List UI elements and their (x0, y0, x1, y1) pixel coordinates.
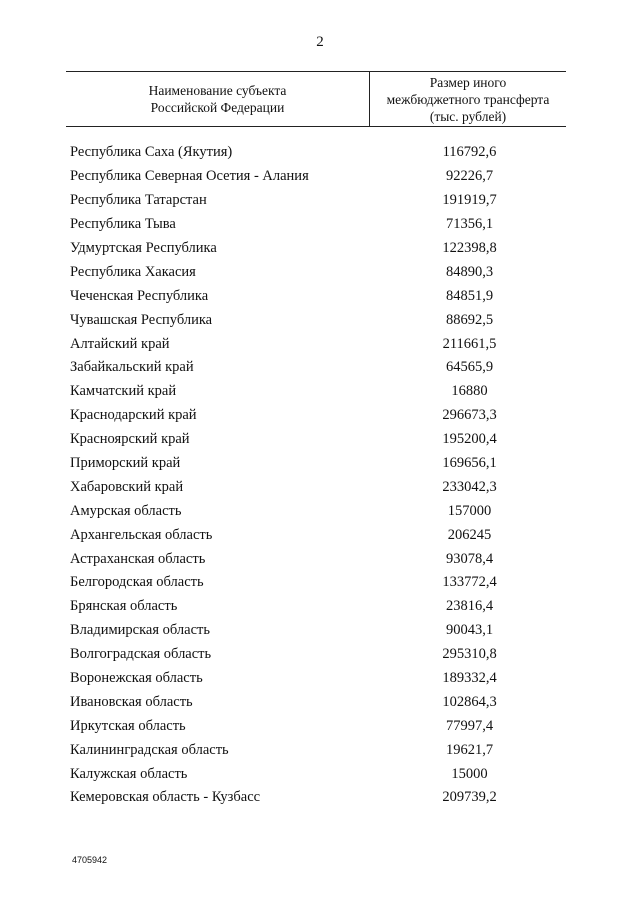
header-transfer-amount (370, 72, 566, 126)
transfer-amount: 233042,3 (442, 478, 497, 495)
table-row (66, 404, 566, 428)
transfer-amount: 209739,2 (442, 789, 497, 806)
transfer-amount: 133772,4 (442, 574, 497, 591)
subject-name: Республика Татарстан (70, 192, 207, 209)
table-row (66, 571, 566, 595)
header-amount-line1: Размер иного (429, 74, 507, 90)
table-row (66, 452, 566, 476)
subject-name: Амурская область (70, 502, 182, 519)
subject-name: Краснодарский край (70, 407, 197, 424)
subject-name: Ивановская область (70, 693, 193, 710)
subject-name: Камчатский край (70, 383, 177, 400)
table-row (66, 380, 566, 404)
subject-name: Республика Северная Осетия - Алания (70, 168, 309, 185)
header-subject-name (66, 72, 370, 126)
transfer-amount: 169656,1 (442, 455, 497, 472)
table-row (66, 643, 566, 667)
header-subject-line1: Наименование субъекта (148, 83, 287, 98)
header-amount-line3: (тыс. рублей) (429, 108, 507, 124)
table-row (66, 786, 566, 810)
subject-name: Кемеровская область - Кузбасс (70, 789, 261, 806)
subject-name: Волгоградская область (70, 646, 212, 663)
subject-name: Брянская область (70, 598, 178, 615)
table-row (66, 260, 566, 284)
header-amount-line2: межбюджетного трансферта (386, 91, 550, 107)
table-header (66, 71, 566, 127)
table-row (66, 308, 566, 332)
subject-name: Воронежская область (70, 670, 203, 687)
subject-name: Республика Саха (Якутия) (70, 144, 233, 161)
subject-name: Забайкальский край (70, 359, 194, 376)
table-row (66, 595, 566, 619)
subject-name: Красноярский край (70, 431, 190, 448)
transfer-amount: 15000 (451, 765, 488, 782)
transfer-amount: 84890,3 (445, 263, 494, 280)
page-number: 2 (316, 34, 324, 50)
subject-name: Калининградская область (70, 741, 229, 758)
subject-name: Республика Тыва (70, 216, 176, 233)
table-row (66, 690, 566, 714)
transfer-amount: 88692,5 (445, 311, 494, 328)
table-row (66, 237, 566, 261)
transfer-amount: 64565,9 (445, 359, 494, 376)
subject-name: Чеченская Республика (70, 287, 209, 304)
table-row (66, 165, 566, 189)
transfer-amount: 90043,1 (445, 622, 494, 639)
subject-name: Алтайский край (70, 335, 170, 352)
transfer-amount: 195200,4 (442, 431, 497, 448)
transfer-amount: 71356,1 (445, 216, 494, 233)
table-row (66, 619, 566, 643)
table-row (66, 356, 566, 380)
transfer-amount: 206245 (447, 526, 492, 543)
transfer-amount: 157000 (447, 502, 492, 519)
table-row (66, 213, 566, 237)
table-row (66, 499, 566, 523)
subject-name: Калужская область (70, 765, 188, 782)
transfer-amount: 211661,5 (442, 335, 497, 352)
subject-name: Республика Хакасия (70, 263, 196, 280)
transfer-amount: 102864,3 (442, 693, 497, 710)
subject-name: Чувашская Республика (70, 311, 213, 328)
subject-name: Приморский край (70, 455, 181, 472)
transfer-amount: 116792,6 (442, 144, 497, 161)
table-row (66, 284, 566, 308)
transfer-amount: 19621,7 (445, 741, 494, 758)
subject-name: Белгородская область (70, 574, 204, 591)
transfer-amount: 92226,7 (445, 168, 494, 185)
document-code: 4705942 (72, 855, 108, 865)
subject-name: Владимирская область (70, 622, 210, 639)
transfer-amount: 295310,8 (442, 646, 497, 663)
transfer-amount: 16880 (451, 383, 488, 400)
table-row (66, 714, 566, 738)
transfer-amount: 84851,9 (445, 287, 494, 304)
table-row (66, 141, 566, 165)
subject-name: Иркутская область (70, 717, 186, 734)
transfer-amount: 191919,7 (442, 192, 497, 209)
transfer-amount: 296673,3 (442, 407, 497, 424)
subject-name: Астраханская область (70, 550, 206, 567)
transfer-amount: 77997,4 (445, 717, 494, 734)
header-subject-line2: Российской Федерации (150, 100, 285, 115)
table-row (66, 547, 566, 571)
table-row (66, 738, 566, 762)
subject-name: Удмуртская Республика (70, 240, 217, 256)
table-row (66, 762, 566, 786)
transfer-amount: 122398,8 (442, 240, 497, 256)
transfer-amount: 93078,4 (445, 550, 494, 567)
table-row (66, 475, 566, 499)
table-row (66, 332, 566, 356)
table-body (66, 141, 566, 810)
table-row (66, 428, 566, 452)
transfer-amount: 23816,4 (445, 598, 494, 615)
subject-name: Хабаровский край (70, 478, 184, 495)
table-row (66, 189, 566, 213)
subject-name: Архангельская область (70, 526, 213, 543)
table-row (66, 523, 566, 547)
table-row (66, 667, 566, 691)
transfer-amount: 189332,4 (442, 670, 497, 687)
